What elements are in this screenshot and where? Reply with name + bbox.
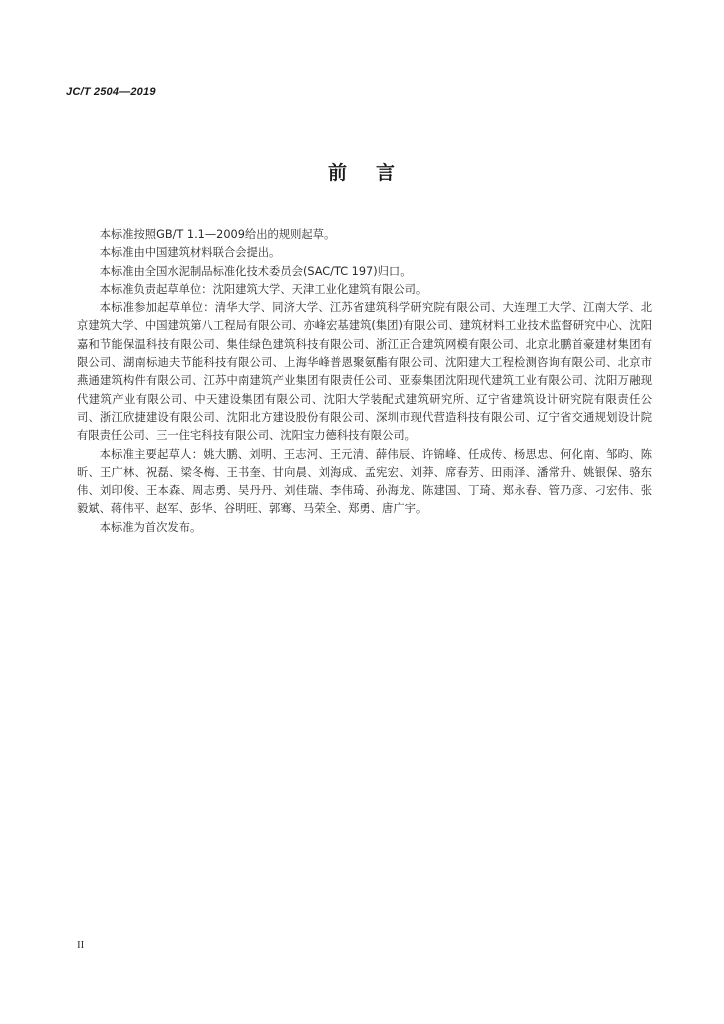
paragraph-main-drafters: 本标准主要起草人：姚大鹏、刘明、王志河、王元清、薛伟辰、许锦峰、任成传、杨思忠、何化南、邹昀、陈昕、王广林、祝磊、梁冬梅、王书奎、甘向晨、刘海成、孟宪宏、刘莽、席春芳、田雨泽、潘常升、姚银保、骆东伟、刘印俊、王本森、周志勇、吴丹丹、刘佳瑞、李伟琦、孙海龙、陈建国、丁琦、郑永春、管乃彦、刁宏伟、张毅斌、蒋伟平、赵军、彭华、谷明旺、郭骞、马荣全、郑勇、唐广宇。 xyxy=(77,447,652,516)
paragraph-proposed-by: 本标准由中国建筑材料联合会提出。 xyxy=(99,246,281,260)
standard-code-header: JC/T 2504—2019 xyxy=(66,86,156,98)
page-title xyxy=(0,158,724,185)
page-title-first-char: 前 xyxy=(327,162,348,184)
paragraph-technical-committee: 本标准由全国水泥制品标准化技术委员会(SAC/TC 197)归口。 xyxy=(99,264,412,278)
page-title-second-char: 言 xyxy=(376,162,397,184)
page-number: II xyxy=(77,939,85,951)
paragraph-drafting-rules: 本标准按照GB/T 1.1—2009给出的规则起草。 xyxy=(99,228,336,241)
paragraph-participating-units: 本标准参加起草单位：清华大学、同济大学、江苏省建筑科学研究院有限公司、大连理工大学、江南大学、北京建筑大学、中国建筑第八工程局有限公司、亦峰宏基建筑(集团)有限公司、建筑材料工业技术监督研究中心、沈阳嘉和节能保温科技有限公司、集佳绿色建筑科技有限公司、浙江正合建筑网模有限公司、北京北鹏首豪建材集团有限公司、湖南标迪夫节能科技有限公司、上海华峰普恩聚氨酯有限公司、沈阳建大工程检测咨询有限公司、北京市燕通建筑构件有限公司、江苏中南建筑产业集团有限责任公司、亚泰集团沈阳现代建筑工业有限公司、沈阳万融现代建筑产业有限公司、中天建设集团有限公司、沈阳大学装配式建筑研究所、辽宁省建筑设计研究院有限责任公司、浙江欣捷建设有限公司、沈阳北方建设股份有限公司、深圳市现代营造科技有限公司、辽宁省交通规划设计院有限责任公司、三一住宅科技有限公司、沈阳宝力德科技有限公司。 xyxy=(77,301,652,443)
paragraph-first-release: 本标准为首次发布。 xyxy=(99,520,202,534)
foreword-body xyxy=(77,226,652,537)
paragraph-lead-drafters: 本标准负责起草单位：沈阳建筑大学、天津工业化建筑有限公司。 xyxy=(99,282,428,296)
